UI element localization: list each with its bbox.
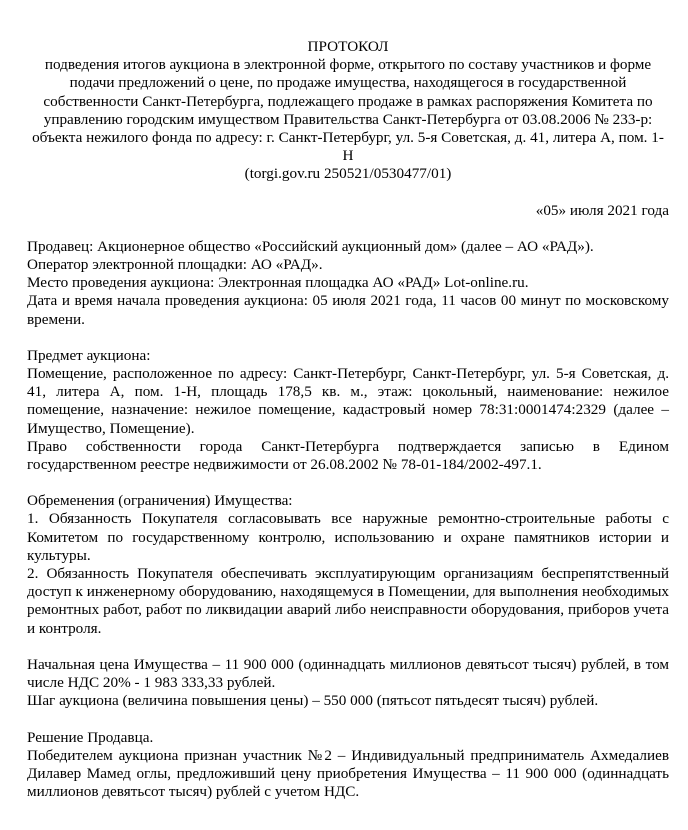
decision-section — [27, 729, 669, 802]
encumbrances-heading: Обременения (ограничения) Имущества: — [27, 492, 293, 510]
document-date: «05» июля 2021 года — [535, 201, 669, 219]
venue-line: Место проведения аукциона: Электронная площадка АО «РАД» Lot-online.ru. — [27, 274, 529, 292]
price-section — [27, 656, 669, 711]
seller-line: Продавец: Акционерное общество «Российский аукционный дом» (далее – АО «РАД»). — [27, 237, 594, 255]
subject-description: Помещение, расположенное по адресу: Санкт-Петербург, Санкт-Петербург, ул. 5-я Советская, д. 41, литера А, пом. 1-Н, площадь 178,5 кв. м., этаж: цокольный, наименование: нежилое помещение, назначение: нежилое помещение, кадастровый номер 78:31:0001474:2329 (далее – Имущество, Помещение). — [27, 365, 669, 437]
encumbrance-item-2: 2. Обязанность Покупателя обеспечивать эксплуатирующим организациям беспрепятственный доступ к инженерному оборудованию, находящемуся в Помещении, для выполнения необходимых ремонтных работ, работ по ликвидации аварий либо неисправности оборудования, приборов учета и контроля. — [27, 565, 669, 637]
encumbrances-section — [27, 492, 669, 638]
document-subtitle: подведения итогов аукциона в электронной форме, открытого по составу участников и форме подачи предложений о цене, по продаже имущества, находящегося в государственной собственности Санкт-Петербурга, подлежащего продаже в рамках распоряжения Комитета по управлению городским имуществом Правительства Санкт-Петербурга от 03.08.2006 № 233-р: объекта нежилого фонда по адресу: г. Санкт-Петербург, ул. 5-я Советская, д. 41, литера А, пом. 1-Н — [32, 56, 664, 165]
decision-heading: Решение Продавца. — [27, 728, 154, 746]
initial-price-line: Начальная цена Имущества – 11 900 000 (одиннадцать миллионов девятьсот тысяч) рублей, в том числе НДС 20% - 1 983 333,33 рублей. — [27, 655, 669, 692]
document-title: ПРОТОКОЛ — [307, 38, 389, 55]
operator-line: Оператор электронной площадки: АО «РАД». — [27, 256, 323, 274]
auction-info-section — [27, 238, 669, 329]
torgi-reference: (torgi.gov.ru 250521/0530477/01) — [244, 165, 452, 183]
decision-text: Победителем аукциона признан участник №2 – Индивидуальный предприниматель Ахмедалиев Дилавер Мамед оглы, предложивший цену приобретения Имущества – 11 900 000 (одиннадцать миллионов девятьсот тысяч) рублей с учетом НДС. — [27, 746, 669, 801]
ownership-line: Право собственности города Санкт-Петербурга подтверждается записью в Едином государственном реестре недвижимости от 26.08.2002 № 78-01-184/2002-497.1. — [27, 437, 669, 474]
subject-section — [27, 347, 669, 474]
protocol-document — [27, 38, 669, 801]
encumbrance-item-1: 1. Обязанность Покупателя согласовывать все наружные ремонтно-строительные работы с Комитетом по государственному контролю, использованию и охране памятников истории и культуры. — [27, 510, 669, 564]
start-time-line: Дата и время начала проведения аукциона: 05 июля 2021 года, 11 часов 00 минут по московскому времени. — [27, 292, 669, 328]
auction-step-line: Шаг аукциона (величина повышения цены) – 550 000 (пятьсот пятьдесят тысяч) рублей. — [27, 692, 599, 710]
subject-heading: Предмет аукциона: — [27, 346, 151, 364]
